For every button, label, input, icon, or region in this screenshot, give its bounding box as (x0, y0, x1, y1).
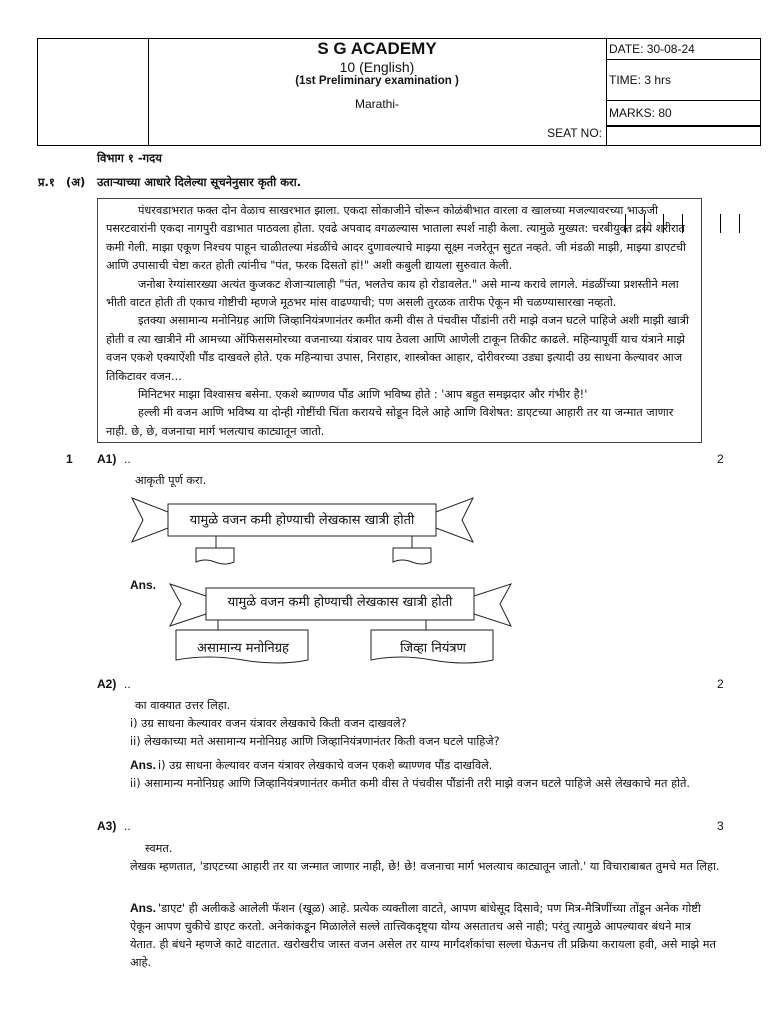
a3-label: A3) (97, 819, 117, 833)
q1-number: 1 (66, 452, 73, 466)
exam-name: (1st Preliminary examination ) (295, 75, 459, 87)
answer-box-1: असामान्य मनोनिग्रह (197, 641, 289, 656)
seat-number-boxes[interactable] (607, 126, 761, 145)
a2-marks: 2 (717, 677, 724, 691)
answer-figure (168, 576, 513, 674)
a2-question-2: ii) लेखकाच्या मते असामान्य मनोनिग्रह आणि जिव्हानियंत्रणानंतर किती वजन घटले पाहिजे? (130, 735, 500, 748)
title-cell (148, 39, 606, 145)
passage-paragraph: इतक्या असामान्य मनोनिग्रह आणि जिव्हानियंत्रणानंतर कमीत कमी वीस ते पंचवीस पौंडांनी तरी माझे वजन घटले पाहिजे अशी माझी खात्री होती व त्या खात्रीने मी आमच्या ऑफिससमोरच्या वजनाच्या यंत्रावर पाय ठेवला आणि आणेली टाकून तिकीट काढले. महिन्यापूर्वी याच यंत्राने माझे वजन एकशे एक्याऐंशी पौंड दाखवले होते. एक महिन्याचा उपास, निराहार, शास्त्रोक्त आहार, दोरीवरच्या उड्या इत्यादी उग्र साधना केल्यावर आज तिकिटावर वजन... (106, 314, 689, 383)
concept-figure (130, 490, 475, 570)
a2-answer-1: i) उग्र साधना केल्यावर वजन यंत्रावर लेखकाचे वजन एकशे ब्याण्णव पौंड दाखविले. (158, 759, 493, 772)
a3-question: लेखक म्हणतात, 'डाएटच्या आहारी तर या जन्मात जाणार नाही, छे! छे! वजनाचा मार्ग भलत्याच काट्यातून जातो.' या विचाराबाबत तुमचे मत लिहा. (130, 860, 720, 873)
school-name: S G ACADEMY (317, 39, 437, 58)
a2-question-1: i) उग्र साधना केल्यावर वजन यंत्रावर लेखकाचे किती वजन दाखवले? (130, 717, 407, 730)
a3-instruction: स्वमत. (145, 842, 173, 855)
answer-box-2: जिव्हा नियंत्रण (400, 641, 466, 656)
section-instruction: उताऱ्याच्या आधारे दिलेल्या सूचनेनुसार कृती करा. (97, 175, 302, 189)
a1-instruction: आकृती पूर्ण करा. (135, 474, 207, 487)
a1-dots: .. (124, 452, 131, 466)
a3-answer-label: Ans. (130, 901, 157, 915)
exam-time: TIME: 3 hrs (609, 73, 672, 87)
seat-label: SEAT NO: (547, 126, 602, 140)
a2-dots: .. (124, 677, 131, 691)
a1-marks: 2 (717, 452, 724, 466)
a1-answer-label: Ans. (130, 578, 157, 592)
a3-marks: 3 (717, 819, 724, 833)
exam-header (37, 38, 761, 146)
a3-answer: 'डाएट' ही अलीकडे आलेली फॅशन (खूळ) आहे. प्रत्येक व्यक्तीला वाटते, आपण बांधेसूद दिसावे; पण मित्र-मैत्रिणींच्या तोंडून अनेक गोष्टी ऐकून आपण चुकीचे डाएट करतो. अनेकांकडून मिळालेले सल्ले तात्त्विकदृष्ट्या योग्य असतातच असे नाही; परंतु त्यामुळे आपल्यावर बंधने मात्र येतात. ही बंधने म्हणजे काटे वाटतात. खरोखरीच जास्त वजन असेल तर याग्य मार्गदर्शकांचा सल्ला घेऊनच ती प्रक्रिया करायला हवी, असे माझे मत आहे. (130, 902, 716, 969)
exam-marks: MARKS: 80 (607, 100, 761, 126)
logo-cell (38, 39, 149, 145)
a3-dots: .. (124, 819, 131, 833)
class-name: 10 (English) (339, 59, 415, 75)
a2-answer-label: Ans. (130, 758, 157, 772)
section-title: विभाग १ -गदय (97, 151, 162, 165)
reading-passage (97, 198, 702, 443)
meta-cell (606, 39, 761, 145)
passage-paragraph: हल्ली मी वजन आणि भविष्य या दोन्ही गोष्टींची चिंता करायचे सोडून दिले आहे आणि विशेषत: डाएटच्या आहारी तर या जन्मात जाणार नाही. छे, छे, वजनाचा मार्ग भलत्याच काट्यातून जातो. (106, 406, 674, 438)
passage-paragraph: मिनिटभर माझा विश्वासच बसेना. एकशे ब्याण्णव पौंड आणि भविष्य होते : 'आप बहुत समझदार और गंभीर है!' (138, 388, 588, 402)
a2-label: A2) (97, 677, 117, 691)
passage-paragraph: पंधरवडाभरात फक्त दोन वेळाच साखरभात झाला. एकदा सोकाजीने चोरून कोळंबीभात वारला व खालच्या मजल्यावरच्या भाऊजी पसरटवारांनी एकदा नागपुरी वडाभात पाठवला होता. एवढे अपवाद वगळल्यास भाताला स्पर्श नाही केला. त्यामुळे मुख्यत: चरबीयुक्त द्रव्ये शरीरात कमी गेली. माझा एकूण निश्चय पाहून चाळीतल्या मंडळींचे आदर दुणावल्याचे माझ्या सूक्ष्म नजरेतून सुटत नव्हते. जी मंडळी माझी, माझ्या डाएटची आणि उपासाची चेष्टा करत होती त्यांनीच "पंत, फरक दिसतो हां!" अशी कबुली द्यायला सुरुवात केली. (106, 204, 686, 273)
subject-name: Marathi- (354, 97, 399, 111)
passage-paragraph: जनोबा रेग्यांसारख्या अत्यंत कुजकट शेजाऱ्यालाही "पंत, भलतेच काय हो रोडावलेत." असे मान्य करावे लागले. मंडळींच्या प्रशस्तीने मला भीती वाटत होती ती एकाच गोष्टीची म्हणजे मूठभर मांस वाढण्याची; पण असली तुरळक तारीफ ऐकून मी चळण्यासारखा नव्हतो. (106, 277, 679, 310)
a2-answer-2: ii) असामान्य मनोनिग्रह आणि जिव्हानियंत्रणानंतर कमीत कमी वीस ते पंचवीस पौंडांनी तरी माझे वजन घटले पाहिजे असे लेखकाचे मत होते. (130, 777, 691, 790)
figure-banner-text: यामुळे वजन कमी होण्याची लेखकास खात्री होती (189, 513, 415, 528)
answer-banner-text: यामुळे वजन कमी होण्याची लेखकास खात्री होती (227, 595, 453, 610)
a1-label: A1) (97, 452, 117, 466)
a2-instruction: का वाक्यात उत्तर लिहा. (135, 699, 231, 712)
question-number: प्र.१ (38, 175, 55, 189)
sub-question-number: (अ) (66, 175, 86, 189)
exam-date: DATE: 30-08-24 (607, 39, 761, 60)
